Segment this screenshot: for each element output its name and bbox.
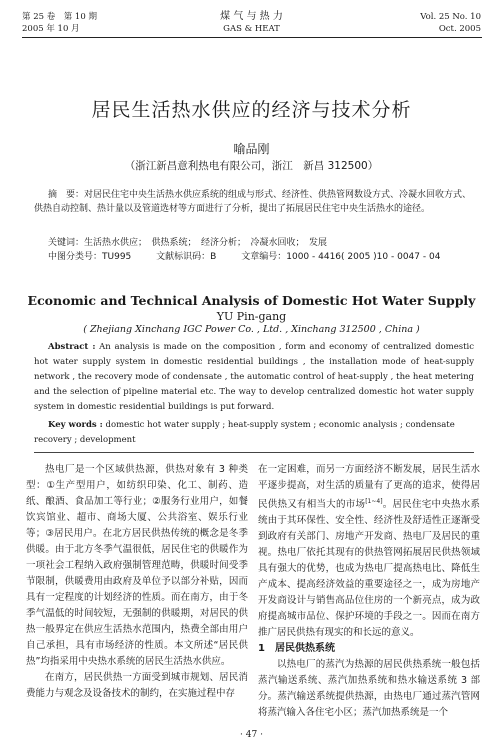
affiliation-cn: （浙江新昌意利热电有限公司，浙江 新昌 312500） bbox=[124, 160, 379, 172]
header-date: 2005 年 10 月 bbox=[22, 24, 80, 34]
abstract-en-label: Abstract : bbox=[48, 342, 96, 352]
citation-ref: [1~4] bbox=[365, 498, 383, 505]
abstract-cn-text: 对居民住宅中央生活热水供应系统的组成与形式、经济性、供热管网数设方式、冷凝水回收方式、供热自动控制、热计量以及管道选材等方面进行了分析，提出了拓展居民住宅中央生活热水的途径。 bbox=[34, 190, 472, 214]
body-paragraph bbox=[258, 462, 480, 641]
author-en: YU Pin-gang bbox=[216, 310, 287, 323]
author-cn: 喻品刚 bbox=[233, 142, 270, 156]
header-rule bbox=[22, 37, 482, 38]
header-month: Oct. 2005 bbox=[438, 24, 481, 34]
article-id-value: 1000 - 4416( 2005 )10 - 0047 - 04 bbox=[286, 252, 441, 262]
keywords-cn-text: 生活热水供应； 供热系统； 经济分析； 冷凝水回收； 发展 bbox=[84, 238, 328, 248]
clc-label: 中图分类号： bbox=[48, 252, 103, 262]
affiliation-en: ( Zhejiang Xinchang IGC Power Co. , Ltd. , Xinchang 312500 , China ) bbox=[83, 324, 420, 335]
body-left-column bbox=[26, 462, 248, 702]
keywords-cn-label: 关键词： bbox=[48, 238, 85, 248]
keywords-en bbox=[34, 418, 474, 448]
header-journal-en: GAS & HEAT bbox=[223, 24, 280, 34]
keywords-en-text: domestic hot water supply ; heat-supply system ; economic analysis ; condensate recovery ; development bbox=[34, 420, 455, 445]
abstract-cn-label: 摘 要： bbox=[48, 190, 85, 200]
doc-code-value: B bbox=[210, 252, 217, 262]
section-divider bbox=[34, 452, 474, 453]
classification-cn bbox=[48, 250, 478, 264]
doc-code-label: 文献标识码： bbox=[156, 252, 211, 262]
body-paragraph: 在南方，居民供热一方面受到城市规划、居民消费能力与观念及设备技术的制约，在实施过程中存 bbox=[26, 672, 248, 699]
body-paragraph: 以热电厂的蒸汽为热源的居民供热系统一般包括蒸汽输送系统、蒸汽加热系统和热水输送系统 3 部分。蒸汽输送系统提供热源，由热电厂通过蒸汽管网将蒸汽输入各住宅小区；蒸汽加热系统是一个 bbox=[258, 659, 480, 719]
body-paragraph: 热电厂是一个区域供热源，供热对象有 3 种类型：①生产型用户，如纺织印染、化工、制药、造纸、酿酒、食品加工等行业；②服务行业用户，如餐饮宾馆业、超市、商场大厦、公共浴室、娱乐行业等；③居民用户。在北方居民供热传统的概念是冬季供暖。由于北方冬季气温很低，居民住宅的供暖作为一项社会工程纳入政府强制管理范畴，供暖时间受季节限制，供暖费用由政府及单位予以部分补贴，因而具有一定程度的计划经济的性质。而在南方，由于冬季气温低的时间较短，无强制的供暖期，对居民的供热一般界定在供应生活热水范围内，热费全部由用户自己承担，具有市场经济的性质。本文所述“居民供热”均指采用中央热水系统的居民生活热水供应。 bbox=[26, 464, 248, 667]
abstract-en bbox=[34, 340, 474, 415]
header-vol-no: Vol. 25 No. 10 bbox=[420, 12, 481, 22]
abstract-en-text: An analysis is made on the composition , form and economy of centralized domestic hot water supply system in domestic residential buildings , the installation mode of heat-supply network , the recovery mode of condensate , the automatic control of heat-supply , the heat metering and the selection of pipeline material etc. The way to develop centralized domestic hot water supply system in domestic residential buildings is put forward. bbox=[34, 342, 474, 412]
page-number: · 47 · bbox=[240, 730, 263, 740]
body-text: 。居民住宅中央热水系统由于其环保性、安全性、经济性及舒适性正逐渐受到政府有关部门、房地产开发商、热电厂及居民的重视。热电厂依托其现有的供热管网拓展居民供热领域具有强大的优势，也成为热电厂提高热电比、降低生产成本、提高经济效益的重要途径之一，成为房地产开发商设计与销售高品位住房的一个新亮点，成为政府提高城市品位、保护环境的手段之一。因而在南方推广居民供热有现实的和长远的意义。 bbox=[258, 499, 480, 639]
header-journal-cn: 煤 气 与 热 力 bbox=[220, 11, 283, 22]
article-id-label: 文章编号： bbox=[241, 252, 287, 262]
keywords-cn bbox=[48, 236, 478, 250]
page-title: 居民生活热水供应的经济与技术分析 bbox=[91, 99, 412, 121]
title-en: Economic and Technical Analysis of Domestic Hot Water Supply bbox=[27, 293, 476, 308]
clc-value: TU995 bbox=[102, 252, 132, 262]
keywords-en-label: Key words : bbox=[48, 420, 103, 430]
body-right-column bbox=[258, 462, 480, 721]
abstract-cn bbox=[34, 188, 474, 216]
section-heading: 1 居民供热系统 bbox=[258, 643, 335, 655]
header-volume: 第 25 卷 第 10 期 bbox=[22, 12, 97, 22]
body-text: 在一定困难，而另一方面经济不断发展，居民生活水平逐步提高，对生活的质量有了更高的追求，使得居民供热又有相当大的市场 bbox=[258, 464, 480, 511]
